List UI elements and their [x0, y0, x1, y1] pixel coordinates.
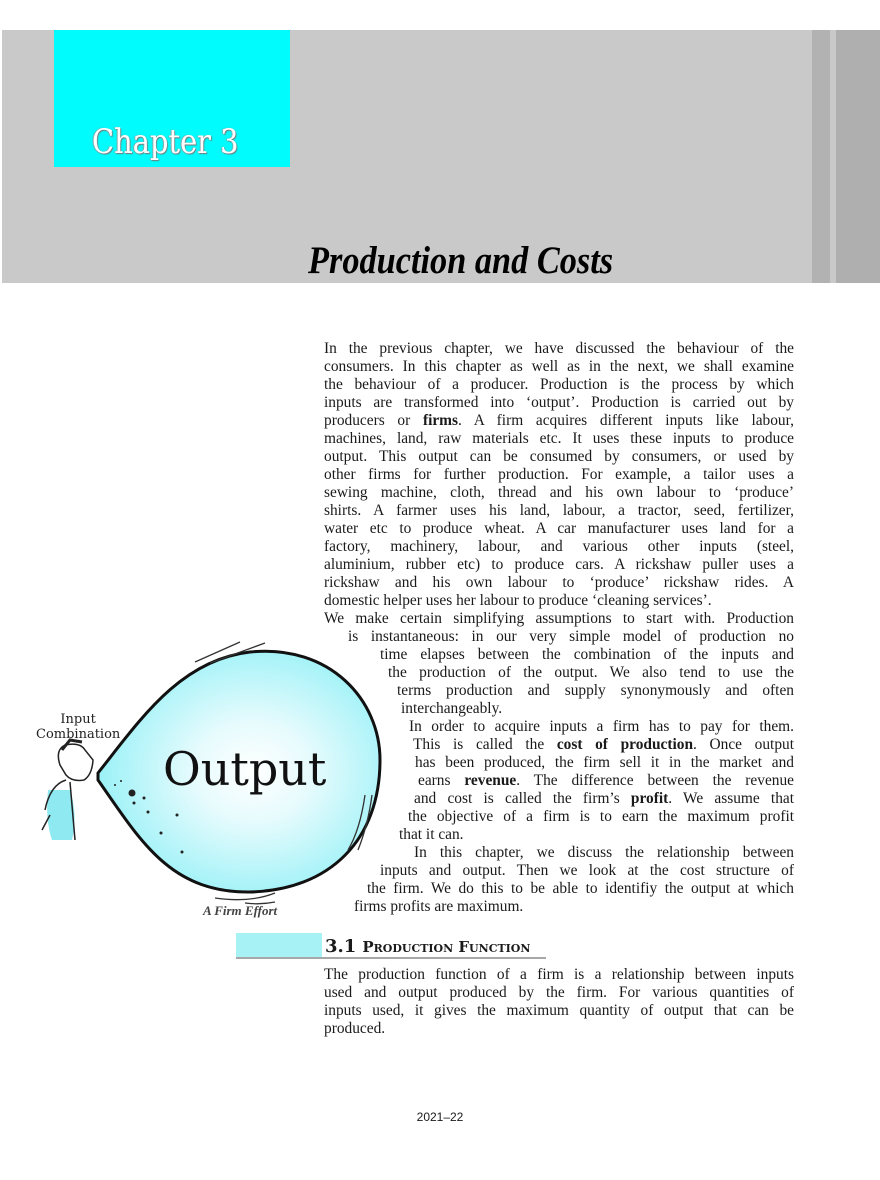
text-line [354, 898, 523, 916]
text-run: earns [418, 772, 465, 789]
header-stripe [836, 30, 880, 283]
text-line [408, 808, 794, 826]
text-run: sewing machine, cloth, thread and his own labour to ‘produce’ [324, 484, 794, 501]
section-accent-bar [236, 933, 322, 957]
section-heading [325, 936, 530, 957]
balloon-output-text: Output [163, 742, 327, 796]
bold-term: revenue [464, 772, 517, 789]
bold-term: firms [422, 412, 458, 429]
text-line [324, 448, 794, 466]
text-run: producers or [324, 412, 423, 429]
label-line: Input [60, 712, 96, 727]
text-run: firms profits are maximum. [354, 898, 524, 915]
text-line [418, 772, 794, 790]
bold-term: profit [630, 790, 669, 807]
text-line [324, 394, 794, 412]
text-run: aluminium, rubber etc) to produce cars. A rickshaw puller uses a [324, 556, 794, 573]
text-line: produced. [324, 1020, 386, 1037]
text-line [380, 862, 794, 880]
text-line [415, 754, 794, 772]
text-run: . We assume that [668, 790, 795, 807]
text-line [324, 412, 794, 430]
text-run: . The difference between the revenue [516, 772, 794, 789]
header-stripe [812, 30, 830, 283]
text-run: and cost is called the firm’s [414, 790, 631, 807]
text-run: factory, machinery, labour, and various other inputs (steel, [324, 538, 794, 555]
text-run: shirts. A farmer uses his land, labour, a tractor, seed, fertilizer, [324, 502, 794, 519]
text-line [367, 880, 794, 898]
text-line [397, 682, 794, 700]
chapter-label: Chapter 3 [92, 122, 239, 162]
text-line [388, 664, 794, 682]
text-line [413, 736, 794, 754]
text-line [324, 376, 794, 394]
text-line [324, 430, 794, 448]
text-line [324, 592, 712, 610]
section-underline [236, 957, 546, 959]
text-run: that it can. [399, 826, 464, 843]
text-line [414, 790, 794, 808]
text-run: time elapses between the combination of the inputs and [380, 646, 794, 663]
text-line [324, 538, 794, 556]
text-line: The production function of a firm is a relationship between inputs [324, 966, 794, 983]
text-line [399, 826, 464, 844]
text-run: In this chapter, we discuss the relationship between [414, 844, 794, 861]
page-footer-year: 2021–22 [416, 1110, 464, 1124]
text-run: . A firm acquires different inputs like labour, [457, 412, 794, 429]
text-run: the production of the output. We also tend to use the [388, 664, 794, 681]
section-title: Production Function [362, 938, 531, 956]
text-run: terms production and supply synonymously and often [397, 682, 794, 699]
text-line [324, 484, 794, 502]
label-line: Combination [36, 727, 121, 742]
text-run: consumers. In this chapter as well as in the next, we shall examine [324, 358, 794, 375]
text-line [324, 610, 794, 628]
text-run: has been produced, the firm sell it in the market and [415, 754, 794, 771]
text-line [401, 700, 502, 718]
text-run: . Once output [693, 736, 794, 753]
text-run: the behaviour of a producer. Production is the process by which [324, 376, 794, 393]
text-run: This is called the [413, 736, 557, 753]
text-line [324, 574, 794, 592]
text-run: output. This output can be consumed by consumers, or used by [324, 448, 794, 465]
text-line [409, 718, 794, 736]
text-line: inputs used, it gives the maximum quantity of output that can be [324, 1002, 794, 1019]
text-line [324, 556, 794, 574]
text-line [324, 466, 794, 484]
figure-caption: A Firm Effort [203, 903, 278, 918]
text-run: rickshaw and his own labour to ‘produce’ rickshaw rides. A [324, 574, 794, 591]
text-run: inputs and output. Then we look at the cost structure of [380, 862, 794, 879]
input-combination-label [36, 712, 120, 742]
text-line [324, 358, 794, 376]
text-run: In order to acquire inputs a firm has to pay for them. [409, 718, 794, 735]
text-run: the objective of a firm is to earn the maximum profit [408, 808, 794, 825]
text-run: We make certain simplifying assumptions to start with. Production [324, 610, 794, 627]
section-number: 3.1 [325, 936, 357, 957]
text-line [324, 502, 794, 520]
text-run: is instantaneous: in our very simple model of production no [348, 628, 794, 645]
text-line [324, 520, 794, 538]
text-run: other firms for further production. For example, a tailor uses a [324, 466, 794, 483]
text-run: In the previous chapter, we have discussed the behaviour of the [324, 340, 794, 357]
text-line [324, 340, 794, 358]
text-run: domestic helper uses her labour to produce ‘cleaning services’. [324, 592, 712, 609]
text-run: interchangeably. [401, 700, 503, 717]
text-run: the firm. We do this to be able to identifiy the output at which [367, 880, 794, 897]
text-run: inputs are transformed into ‘output’. Production is carried out by [324, 394, 794, 411]
text-line [414, 844, 794, 862]
text-line [380, 646, 794, 664]
text-line: used and output produced by the firm. For various quantities of [324, 984, 794, 1001]
text-line [348, 628, 794, 646]
text-run: machines, land, raw materials etc. It uses these inputs to produce [324, 430, 794, 447]
text-run: water etc to produce wheat. A car manufacturer uses land for a [324, 520, 794, 537]
bold-term: cost of production [556, 736, 694, 753]
chapter-title: Production and Costs [308, 239, 614, 282]
